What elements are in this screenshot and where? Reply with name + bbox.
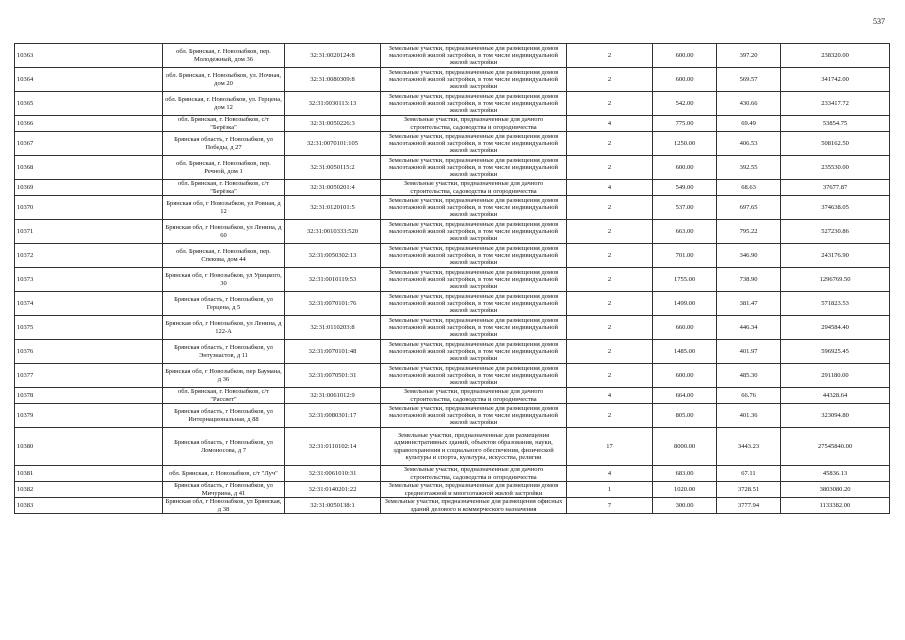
address-cell: Брянская область, г Новозыбков, ул Интернациональная, д 88 — [163, 404, 285, 428]
specific-value-cell: 401.97 — [717, 340, 781, 364]
cadastral-value-cell: 27545840.00 — [781, 428, 890, 466]
cadastral-number-cell: 32:31:0020124:8 — [285, 44, 381, 68]
page-number: 537 — [873, 17, 885, 26]
specific-value-cell: 569.57 — [717, 68, 781, 92]
use-code-cell: 2 — [567, 364, 653, 388]
land-use-cell: Земельные участки, предназначенные для размещения офисных зданий делового и коммерческого назначения — [381, 498, 567, 514]
address-cell: Брянская область, г Новозыбков, ул Мичурина, д 41 — [163, 482, 285, 498]
land-use-cell: Земельные участки, предназначенные для размещения домов малоэтажной жилой застройки, в том числе индивидуальной жилой застройки — [381, 132, 567, 156]
row-number: 10376 — [15, 340, 163, 364]
address-cell: Брянская область, г Новозыбков, ул Победы, д 27 — [163, 132, 285, 156]
cadastral-number-cell: 32:31:0140201:22 — [285, 482, 381, 498]
row-number: 10372 — [15, 244, 163, 268]
land-use-cell: Земельные участки, предназначенные для дачного строительства, садоводства и огородничества — [381, 180, 567, 196]
address-cell: обл. Брянская, г. Новозыбков, пер. Молодежный, дом 36 — [163, 44, 285, 68]
specific-value-cell: 401.36 — [717, 404, 781, 428]
specific-value-cell: 381.47 — [717, 292, 781, 316]
cadastral-value-cell: 53854.75 — [781, 116, 890, 132]
use-code-cell: 2 — [567, 92, 653, 116]
row-number: 10374 — [15, 292, 163, 316]
address-cell: Брянская область, г Новозыбков, ул Ломоносова, д 7 — [163, 428, 285, 466]
cadastral-value-cell: 374638.05 — [781, 196, 890, 220]
table-row — [15, 116, 890, 132]
cadastral-number-cell: 32:31:0061010:31 — [285, 466, 381, 482]
area-cell: 701.00 — [653, 244, 717, 268]
cadastral-number-cell: 32:31:0070501:31 — [285, 364, 381, 388]
row-number: 10368 — [15, 156, 163, 180]
table-row — [15, 244, 890, 268]
use-code-cell: 4 — [567, 116, 653, 132]
table-row — [15, 220, 890, 244]
use-code-cell: 2 — [567, 44, 653, 68]
cadastral-value-cell: 37677.87 — [781, 180, 890, 196]
area-cell: 600.00 — [653, 44, 717, 68]
row-number: 10363 — [15, 44, 163, 68]
cadastral-number-cell: 32:31:0070101:76 — [285, 292, 381, 316]
use-code-cell: 2 — [567, 68, 653, 92]
row-number: 10379 — [15, 404, 163, 428]
cadastral-value-cell: 508162.50 — [781, 132, 890, 156]
row-number: 10377 — [15, 364, 163, 388]
address-cell: обл. Брянская, г. Новозыбков, пер. Речной, дом 1 — [163, 156, 285, 180]
table-row — [15, 428, 890, 466]
area-cell: 600.00 — [653, 68, 717, 92]
specific-value-cell: 69.49 — [717, 116, 781, 132]
row-number: 10365 — [15, 92, 163, 116]
cadastral-value-cell: 233417.72 — [781, 92, 890, 116]
row-number: 10369 — [15, 180, 163, 196]
specific-value-cell: 485.30 — [717, 364, 781, 388]
use-code-cell: 2 — [567, 316, 653, 340]
land-use-cell: Земельные участки, предназначенные для дачного строительства, садоводства и огородничества — [381, 116, 567, 132]
address-cell: Брянская область, г Новозыбков, ул Герцена, д 5 — [163, 292, 285, 316]
cadastral-value-cell: 235530.00 — [781, 156, 890, 180]
table-row — [15, 44, 890, 68]
cadastral-number-cell: 32:31:0080309:8 — [285, 68, 381, 92]
use-code-cell: 4 — [567, 388, 653, 404]
land-use-cell: Земельные участки, предназначенные для дачного строительства, садоводства и огородничества — [381, 466, 567, 482]
specific-value-cell: 397.20 — [717, 44, 781, 68]
cadastral-value-cell: 341742.00 — [781, 68, 890, 92]
specific-value-cell: 3777.94 — [717, 498, 781, 514]
land-use-cell: Земельные участки, предназначенные для размещения домов малоэтажной жилой застройки, в том числе индивидуальной жилой застройки — [381, 68, 567, 92]
cadastral-number-cell: 32:31:0050201:4 — [285, 180, 381, 196]
area-cell: 600.00 — [653, 156, 717, 180]
table-row — [15, 292, 890, 316]
area-cell: 549.00 — [653, 180, 717, 196]
use-code-cell: 2 — [567, 292, 653, 316]
table-row — [15, 404, 890, 428]
specific-value-cell: 392.55 — [717, 156, 781, 180]
address-cell: обл. Брянская, г. Новозыбков, пер. Спекова, дом 44 — [163, 244, 285, 268]
row-number: 10366 — [15, 116, 163, 132]
table-row — [15, 466, 890, 482]
land-use-cell: Земельные участки, предназначенные для размещения домов малоэтажной жилой застройки, в том числе индивидуальной жилой застройки — [381, 92, 567, 116]
area-cell: 1755.00 — [653, 268, 717, 292]
specific-value-cell: 795.22 — [717, 220, 781, 244]
use-code-cell: 2 — [567, 268, 653, 292]
area-cell: 664.00 — [653, 388, 717, 404]
cadastral-number-cell: 32:31:0050226:3 — [285, 116, 381, 132]
cadastral-number-cell: 32:31:0010119:53 — [285, 268, 381, 292]
area-cell: 542.00 — [653, 92, 717, 116]
address-cell: Брянская обл, г Новозыбков, пер Баумана, д 36 — [163, 364, 285, 388]
cadastral-value-cell: 3803080.20 — [781, 482, 890, 498]
address-cell: обл. Брянская, г. Новозыбков, с/т "Берёзка" — [163, 180, 285, 196]
use-code-cell: 2 — [567, 404, 653, 428]
land-use-cell: Земельные участки, предназначенные для размещения домов малоэтажной жилой застройки, в том числе индивидуальной жилой застройки — [381, 244, 567, 268]
table-row — [15, 68, 890, 92]
row-number: 10378 — [15, 388, 163, 404]
cadastral-value-cell: 45836.13 — [781, 466, 890, 482]
table-row — [15, 268, 890, 292]
cadastral-value-cell: 44328.64 — [781, 388, 890, 404]
cadastral-number-cell: 32:31:0070101:105 — [285, 132, 381, 156]
land-use-cell: Земельные участки, предназначенные для размещения домов малоэтажной жилой застройки, в том числе индивидуальной жилой застройки — [381, 268, 567, 292]
area-cell: 660.00 — [653, 316, 717, 340]
address-cell: Брянская обл, г Новозыбков, ул Ровная, д 12 — [163, 196, 285, 220]
land-use-cell: Земельные участки, предназначенные для размещения домов малоэтажной жилой застройки, в том числе индивидуальной жилой застройки — [381, 404, 567, 428]
specific-value-cell: 430.66 — [717, 92, 781, 116]
area-cell: 600.00 — [653, 364, 717, 388]
row-number: 10383 — [15, 498, 163, 514]
table-row — [15, 388, 890, 404]
row-number: 10375 — [15, 316, 163, 340]
row-number: 10381 — [15, 466, 163, 482]
area-cell: 683.00 — [653, 466, 717, 482]
cadastral-number-cell: 32:31:0080301:17 — [285, 404, 381, 428]
specific-value-cell: 67.11 — [717, 466, 781, 482]
specific-value-cell: 3443.23 — [717, 428, 781, 466]
area-cell: 1020.00 — [653, 482, 717, 498]
address-cell: обл. Брянская, г. Новозыбков, с/т "Луч" — [163, 466, 285, 482]
specific-value-cell: 346.90 — [717, 244, 781, 268]
use-code-cell: 2 — [567, 196, 653, 220]
cadastral-value-cell: 527230.86 — [781, 220, 890, 244]
row-number: 10380 — [15, 428, 163, 466]
area-cell: 537.00 — [653, 196, 717, 220]
specific-value-cell: 738.90 — [717, 268, 781, 292]
address-cell: обл. Брянская, г. Новозыбков, ул. Ночная, дом 20 — [163, 68, 285, 92]
table-row — [15, 92, 890, 116]
area-cell: 775.00 — [653, 116, 717, 132]
row-number: 10370 — [15, 196, 163, 220]
land-use-cell: Земельные участки, предназначенные для размещения домов малоэтажной жилой застройки, в том числе индивидуальной жилой застройки — [381, 364, 567, 388]
use-code-cell: 4 — [567, 180, 653, 196]
cadastral-value-cell: 1296769.50 — [781, 268, 890, 292]
table-row — [15, 364, 890, 388]
address-cell: обл. Брянская, г. Новозыбков, с/т "Рассвет" — [163, 388, 285, 404]
use-code-cell: 17 — [567, 428, 653, 466]
cadastral-value-cell: 571823.53 — [781, 292, 890, 316]
use-code-cell: 2 — [567, 132, 653, 156]
specific-value-cell: 406.53 — [717, 132, 781, 156]
area-cell: 1485.00 — [653, 340, 717, 364]
cadastral-value-cell: 1133382.00 — [781, 498, 890, 514]
area-cell: 1499.00 — [653, 292, 717, 316]
specific-value-cell: 446.34 — [717, 316, 781, 340]
cadastral-value-cell: 323094.80 — [781, 404, 890, 428]
row-number: 10382 — [15, 482, 163, 498]
area-cell: 8000.00 — [653, 428, 717, 466]
address-cell: Брянская обл, г Новозыбков, ул Брянская, д 38 — [163, 498, 285, 514]
table-row — [15, 180, 890, 196]
address-cell: Брянская область, г Новозыбков, ул Энтузиастов, д 11 — [163, 340, 285, 364]
row-number: 10371 — [15, 220, 163, 244]
use-code-cell: 4 — [567, 466, 653, 482]
address-cell: Брянская обл, г Новозыбков, ул Ленина, д 60 — [163, 220, 285, 244]
table-row — [15, 316, 890, 340]
table-row — [15, 482, 890, 498]
cadastral-number-cell: 32:31:0050138:1 — [285, 498, 381, 514]
cadastral-number-cell: 32:31:0050115:2 — [285, 156, 381, 180]
area-cell: 1250.00 — [653, 132, 717, 156]
table-row — [15, 498, 890, 514]
cadastral-number-cell: 32:31:0050302:13 — [285, 244, 381, 268]
land-use-cell: Земельные участки, предназначенные для размещения домов малоэтажной жилой застройки, в том числе индивидуальной жилой застройки — [381, 292, 567, 316]
cadastral-value-cell: 596925.45 — [781, 340, 890, 364]
cadastral-value-table — [14, 43, 890, 514]
table-row — [15, 340, 890, 364]
cadastral-number-cell: 32:31:0110203:8 — [285, 316, 381, 340]
cadastral-number-cell: 32:31:0061012:9 — [285, 388, 381, 404]
use-code-cell: 2 — [567, 220, 653, 244]
cadastral-number-cell: 32:31:0030113:13 — [285, 92, 381, 116]
land-use-cell: Земельные участки, предназначенные для размещения домов среднеэтажной и многоэтажной жилой застройки — [381, 482, 567, 498]
cadastral-value-cell: 238320.00 — [781, 44, 890, 68]
address-cell: Брянская обл, г Новозыбков, ул Урицкого, 30 — [163, 268, 285, 292]
cadastral-value-cell: 243176.90 — [781, 244, 890, 268]
specific-value-cell: 66.76 — [717, 388, 781, 404]
land-use-cell: Земельные участки, предназначенные для размещения домов малоэтажной жилой застройки, в том числе индивидуальной жилой застройки — [381, 316, 567, 340]
land-use-cell: Земельные участки, предназначенные для размещения административных зданий, объектов образования, науки, здравоохранения и социального обеспечения, физической культуры и спорта, культуры, искусства, религии — [381, 428, 567, 466]
land-use-cell: Земельные участки, предназначенные для размещения домов малоэтажной жилой застройки, в том числе индивидуальной жилой застройки — [381, 220, 567, 244]
row-number: 10364 — [15, 68, 163, 92]
row-number: 10367 — [15, 132, 163, 156]
cadastral-number-cell: 32:31:0120101:5 — [285, 196, 381, 220]
land-use-cell: Земельные участки, предназначенные для размещения домов малоэтажной жилой застройки, в том числе индивидуальной жилой застройки — [381, 44, 567, 68]
use-code-cell: 1 — [567, 482, 653, 498]
cadastral-value-cell: 291180.00 — [781, 364, 890, 388]
land-use-cell: Земельные участки, предназначенные для размещения домов малоэтажной жилой застройки, в том числе индивидуальной жилой застройки — [381, 196, 567, 220]
cadastral-value-cell: 294584.40 — [781, 316, 890, 340]
row-number: 10373 — [15, 268, 163, 292]
table-row — [15, 196, 890, 220]
specific-value-cell: 68.63 — [717, 180, 781, 196]
use-code-cell: 2 — [567, 340, 653, 364]
specific-value-cell: 3728.51 — [717, 482, 781, 498]
area-cell: 805.00 — [653, 404, 717, 428]
address-cell: обл. Брянская, г. Новозыбков, с/т "Берёзка" — [163, 116, 285, 132]
specific-value-cell: 697.65 — [717, 196, 781, 220]
table-row — [15, 156, 890, 180]
use-code-cell: 2 — [567, 156, 653, 180]
table-row — [15, 132, 890, 156]
land-use-cell: Земельные участки, предназначенные для размещения домов малоэтажной жилой застройки, в том числе индивидуальной жилой застройки — [381, 156, 567, 180]
area-cell: 300.00 — [653, 498, 717, 514]
land-use-cell: Земельные участки, предназначенные для дачного строительства, садоводства и огородничества — [381, 388, 567, 404]
land-use-cell: Земельные участки, предназначенные для размещения домов малоэтажной жилой застройки, в том числе индивидуальной жилой застройки — [381, 340, 567, 364]
cadastral-number-cell: 32:31:0070101:48 — [285, 340, 381, 364]
cadastral-number-cell: 32:31:0010333:520 — [285, 220, 381, 244]
cadastral-number-cell: 32:31:0110102:14 — [285, 428, 381, 466]
address-cell: Брянская обл, г Новозыбков, ул Ленина, д 122-А — [163, 316, 285, 340]
address-cell: обл. Брянская, г. Новозыбков, ул. Герцена, дом 12 — [163, 92, 285, 116]
area-cell: 663.00 — [653, 220, 717, 244]
use-code-cell: 7 — [567, 498, 653, 514]
use-code-cell: 2 — [567, 244, 653, 268]
